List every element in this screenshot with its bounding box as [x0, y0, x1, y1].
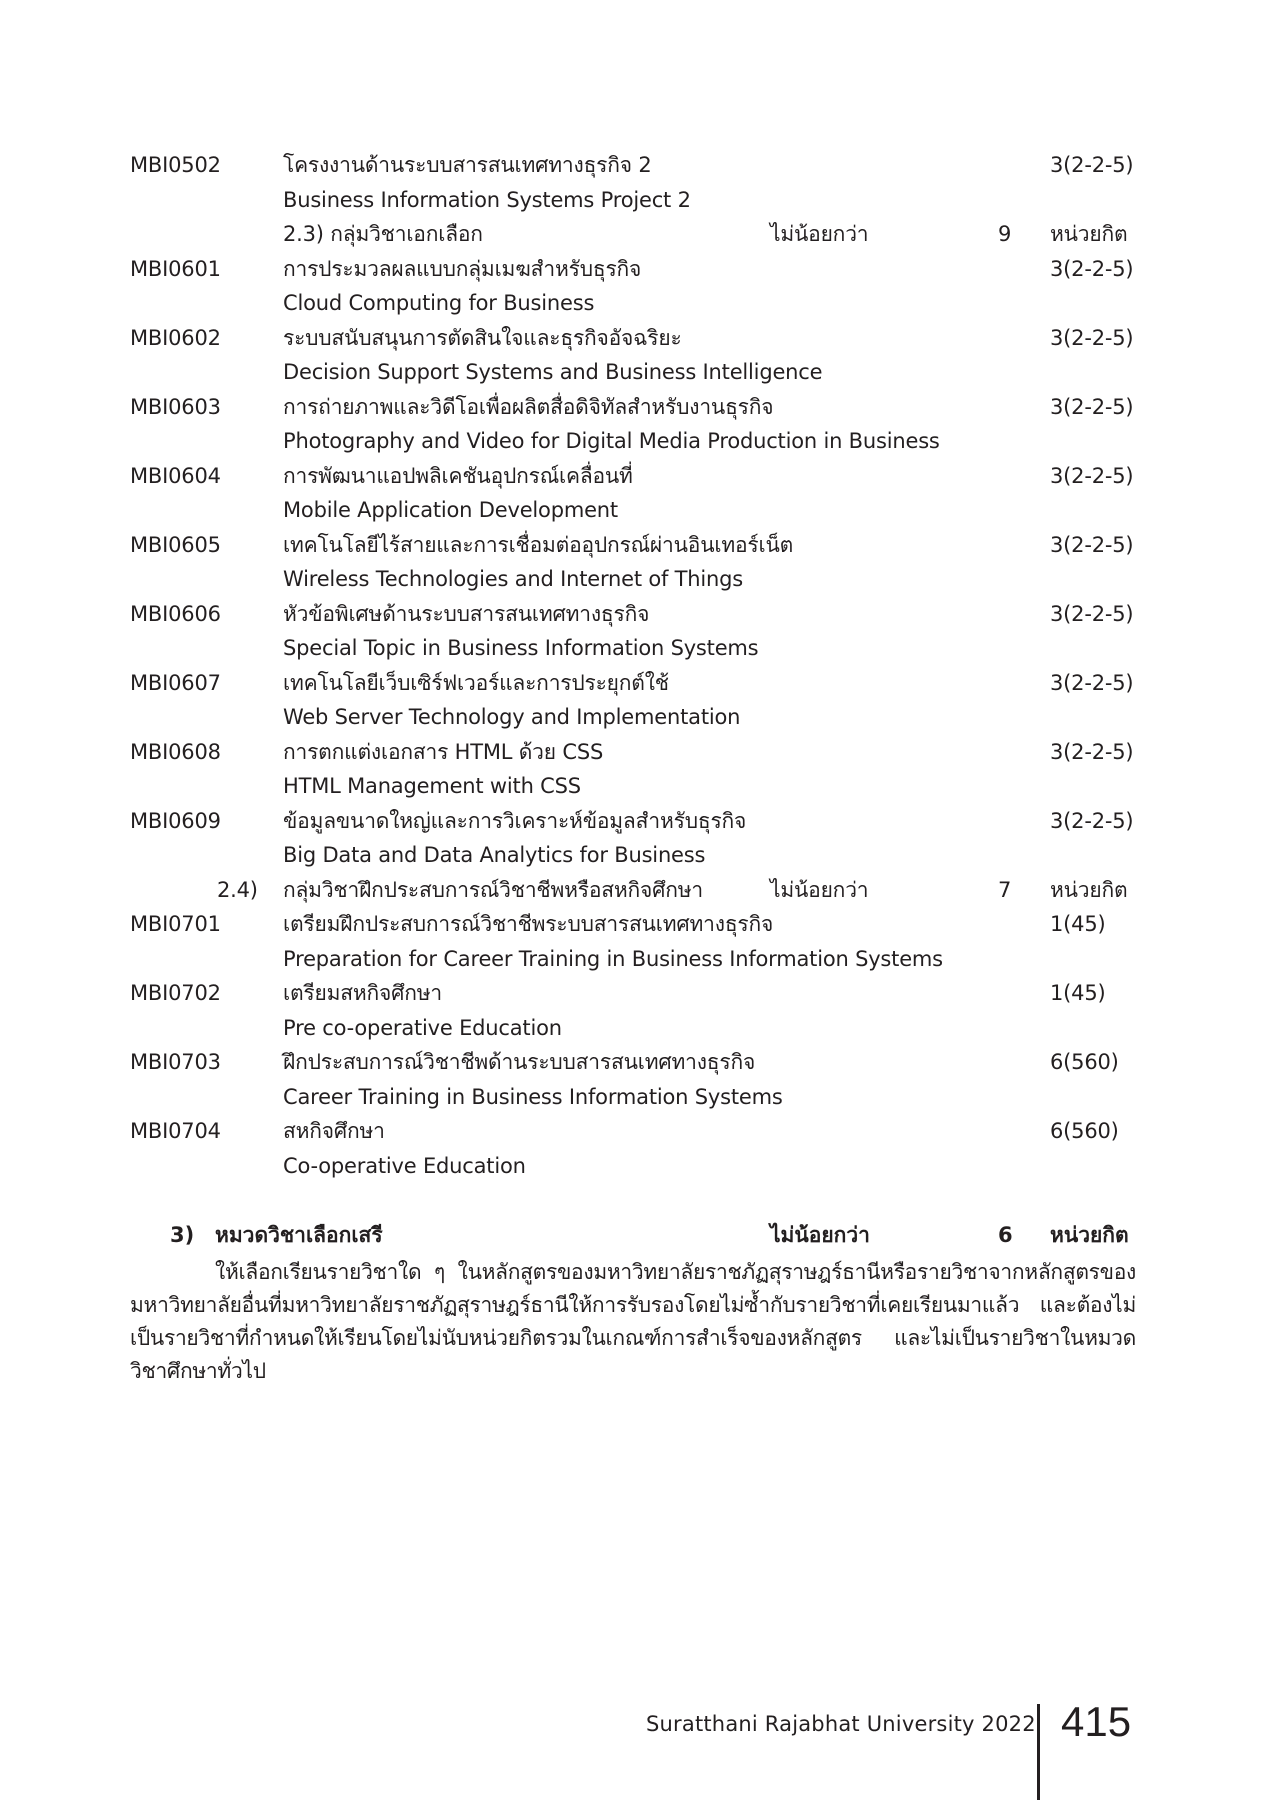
- course-credit: 3(2-2-5): [1050, 532, 1134, 557]
- group-label: กลุ่มวิชาฝึกประสบการณ์วิชาชีพหรือสหกิจศึกษา: [283, 877, 704, 902]
- course-list: [0, 148, 1267, 1183]
- footer-divider: [1037, 1704, 1040, 1800]
- course-code: MBI0606: [130, 601, 221, 626]
- course-row: [0, 528, 1267, 563]
- course-credit: 6(560): [1050, 1050, 1119, 1074]
- course-title-en: HTML Management with CSS: [283, 774, 581, 798]
- course-title-en-row: [0, 493, 1267, 528]
- course-row: [0, 390, 1267, 425]
- course-title-en-row: [0, 631, 1267, 666]
- course-title-th: ฝึกประสบการณ์วิชาชีพด้านระบบสารสนเทศทางธุรกิจ: [283, 1050, 756, 1074]
- course-title-th: การประมวลผลแบบกลุ่มเมฆสำหรับธุรกิจ: [283, 256, 642, 281]
- course-title-th: เตรียมสหกิจศึกษา: [283, 981, 443, 1005]
- course-title-en: Business Information Systems Project 2: [283, 187, 691, 212]
- course-credit: 3(2-2-5): [1050, 808, 1134, 833]
- course-row: [0, 1045, 1267, 1080]
- course-row: [0, 976, 1267, 1011]
- course-row: [0, 459, 1267, 494]
- group-heading: [0, 873, 1267, 908]
- course-title-th: เทคโนโลยีไร้สายและการเชื่อมต่ออุปกรณ์ผ่านอินเทอร์เน็ต: [283, 532, 794, 557]
- course-title-th: ระบบสนับสนุนการตัดสินใจและธุรกิจอัจฉริยะ: [283, 325, 682, 350]
- footer-publisher: Suratthani Rajabhat University 2022: [646, 1712, 1036, 1736]
- course-title-en: Decision Support Systems and Business Intelligence: [283, 360, 823, 384]
- course-code: MBI0701: [130, 912, 221, 936]
- course-row: [0, 1114, 1267, 1149]
- course-row: [0, 252, 1267, 287]
- course-row: [0, 907, 1267, 942]
- course-row: [0, 666, 1267, 701]
- course-row: [0, 804, 1267, 839]
- course-credit: 1(45): [1050, 981, 1106, 1005]
- course-credit: 3(2-2-5): [1050, 601, 1134, 626]
- credit-unit: หน่วยกิต: [1050, 877, 1128, 902]
- course-code: MBI0704: [130, 1119, 221, 1143]
- course-title-en-row: [0, 424, 1267, 459]
- course-title-en: Web Server Technology and Implementation: [283, 705, 741, 729]
- course-title-en: Co-operative Education: [283, 1153, 526, 1178]
- course-title-en: Career Training in Business Information Systems: [283, 1084, 783, 1109]
- section-paragraph: ให้เลือกเรียนรายวิชาใด ๆ ในหลักสูตรของมหาวิทยาลัยราชภัฏสุราษฎร์ธานีหรือรายวิชาจากหลักสูตรของมหาวิทยาลัยอื่นที่มหาวิทยาลัยราชภัฏสุราษฎร์ธานีให้การรับรองโดยไม่ซ้ำกับรายวิชาที่เคยเรียนมาแล้ว และต้องไม่เป็นรายวิชาที่กำหนดให้เรียนโดยไม่นับหน่วยกิตรวมในเกณฑ์การสำเร็จของหลักสูตร และไม่เป็นรายวิชาในหมวดวิชาศึกษาทั่วไป: [130, 1260, 1136, 1383]
- course-code: MBI0603: [130, 394, 221, 419]
- course-title-th: เทคโนโลยีเว็บเซิร์ฟเวอร์และการประยุกต์ใช้: [283, 670, 669, 695]
- course-title-th: ข้อมูลขนาดใหญ่และการวิเคราะห์ข้อมูลสำหรับธุรกิจ: [283, 808, 747, 833]
- course-title-th: โครงงานด้านระบบสารสนเทศทางธุรกิจ 2: [283, 153, 652, 177]
- course-title-th: การตกแต่งเอกสาร HTML ด้วย CSS: [283, 739, 604, 764]
- section-heading: [0, 1218, 1267, 1254]
- course-code: MBI0609: [130, 808, 221, 833]
- course-row: [0, 321, 1267, 356]
- group-label: 2.3) กลุ่มวิชาเอกเลือก: [283, 222, 483, 246]
- group-heading: [0, 217, 1267, 252]
- not-less-than: ไม่น้อยกว่า: [770, 1223, 870, 1247]
- free-elective-section: [0, 1218, 1267, 1383]
- course-code: MBI0608: [130, 739, 221, 764]
- course-credit: 3(2-2-5): [1050, 394, 1134, 419]
- section-number: 3): [170, 1223, 195, 1247]
- course-title-th: การพัฒนาแอปพลิเคชันอุปกรณ์เคลื่อนที่: [283, 463, 633, 488]
- course-row: [0, 735, 1267, 770]
- course-credit: 3(2-2-5): [1050, 256, 1134, 281]
- course-credit: 3(2-2-5): [1050, 463, 1134, 488]
- course-title-en-row: [0, 183, 1267, 218]
- section-title: หมวดวิชาเลือกเสรี: [215, 1223, 383, 1247]
- not-less-than: ไม่น้อยกว่า: [770, 877, 869, 902]
- course-code: MBI0604: [130, 463, 221, 488]
- credit-unit: หน่วยกิต: [1050, 222, 1128, 246]
- course-code: MBI0602: [130, 325, 221, 350]
- group-credits: 9: [998, 222, 1012, 246]
- course-title-en-row: [0, 942, 1267, 977]
- course-title-th: หัวข้อพิเศษด้านระบบสารสนเทศทางธุรกิจ: [283, 601, 650, 626]
- course-credit: 3(2-2-5): [1050, 325, 1134, 350]
- course-title-en: Preparation for Career Training in Business Information Systems: [283, 946, 943, 971]
- course-title-en: Wireless Technologies and Internet of Things: [283, 567, 744, 591]
- course-title-en: Mobile Application Development: [283, 498, 618, 522]
- page-number: 415: [1061, 1698, 1132, 1745]
- course-code: MBI0703: [130, 1050, 221, 1074]
- course-title-en-row: [0, 700, 1267, 735]
- section-credits: 6: [998, 1223, 1013, 1247]
- group-credits: 7: [998, 877, 1012, 902]
- course-title-th: สหกิจศึกษา: [283, 1119, 385, 1143]
- course-title-en-row: [0, 286, 1267, 321]
- course-title-en-row: [0, 1149, 1267, 1184]
- course-title-en: Special Topic in Business Information Systems: [283, 636, 759, 660]
- course-title-th: การถ่ายภาพและวิดีโอเพื่อผลิตสื่อดิจิทัลสำหรับงานธุรกิจ: [283, 394, 774, 419]
- course-code: MBI0605: [130, 532, 221, 557]
- course-title-en: Pre co-operative Education: [283, 1015, 562, 1040]
- course-code: MBI0601: [130, 256, 221, 281]
- course-title-en-row: [0, 1011, 1267, 1046]
- course-title-en-row: [0, 562, 1267, 597]
- course-credit: 3(2-2-5): [1050, 739, 1134, 764]
- course-title-en: Cloud Computing for Business: [283, 291, 595, 315]
- course-title-en-row: [0, 355, 1267, 390]
- course-code: MBI0702: [130, 981, 221, 1005]
- course-title-en: Photography and Video for Digital Media Production in Business: [283, 429, 940, 453]
- course-title-th: เตรียมฝึกประสบการณ์วิชาชีพระบบสารสนเทศทางธุรกิจ: [283, 912, 774, 936]
- course-title-en-row: [0, 1080, 1267, 1115]
- course-credit: 3(2-2-5): [1050, 670, 1134, 695]
- course-credit: 6(560): [1050, 1119, 1119, 1143]
- course-code: MBI0502: [130, 153, 221, 177]
- credit-unit: หน่วยกิต: [1050, 1223, 1129, 1247]
- course-credit: 3(2-2-5): [1050, 153, 1134, 177]
- course-code: MBI0607: [130, 670, 221, 695]
- not-less-than: ไม่น้อยกว่า: [770, 222, 869, 246]
- course-title-en: Big Data and Data Analytics for Business: [283, 843, 706, 867]
- group-number: 2.4): [217, 877, 258, 902]
- course-row: [0, 148, 1267, 183]
- course-title-en-row: [0, 838, 1267, 873]
- course-row: [0, 597, 1267, 632]
- course-title-en-row: [0, 769, 1267, 804]
- course-credit: 1(45): [1050, 912, 1106, 936]
